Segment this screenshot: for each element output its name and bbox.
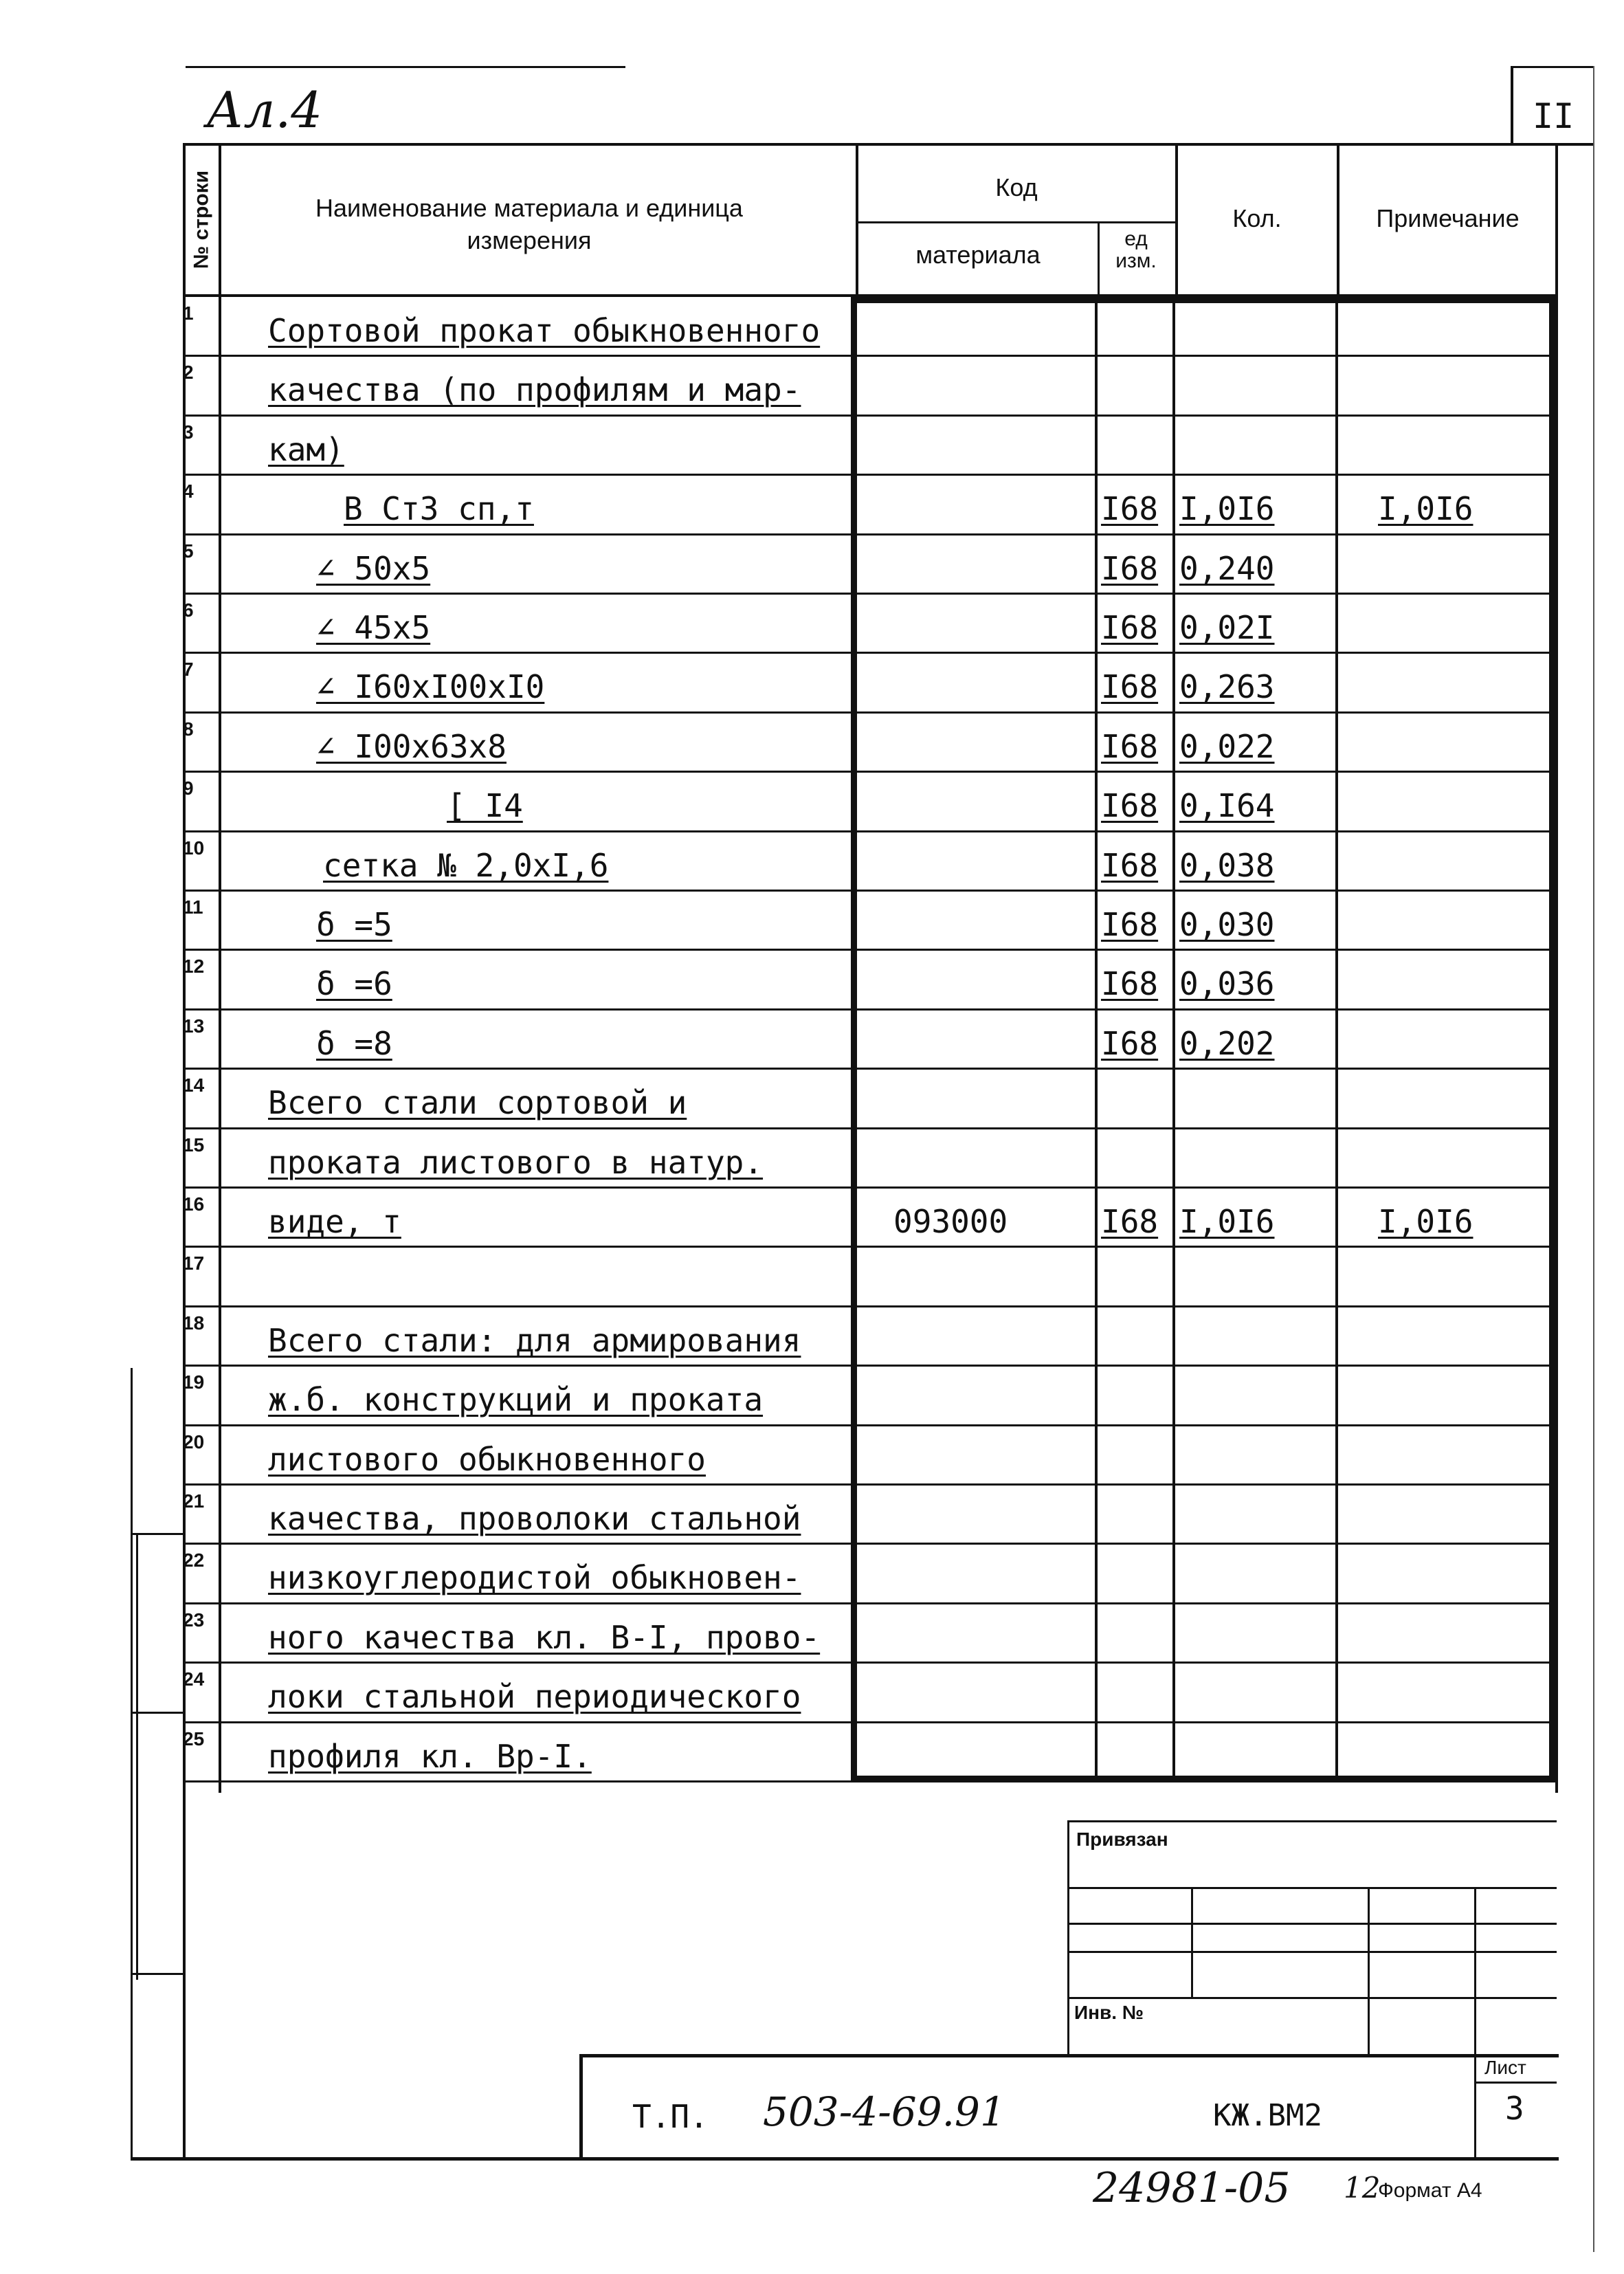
top-right-rule (1511, 66, 1593, 68)
row-name: качества (по профилям и мар- (268, 371, 801, 408)
row-separator (183, 1602, 1557, 1604)
binding-box-mid (131, 1712, 183, 1714)
stamp-grid-h4 (1067, 1997, 1557, 1999)
stamp-grid-h1 (1067, 1887, 1557, 1889)
stamp-attached-left (1067, 1820, 1069, 2054)
row-name: сетка № 2,0xI,6 (323, 847, 609, 884)
row-note: I,0I6 (1378, 1203, 1473, 1240)
row-separator (183, 1543, 1557, 1545)
stamp-sheet-label: Лист (1484, 2057, 1526, 2078)
stamp-grid-h2 (1067, 1923, 1557, 1925)
stamp-sheet-left (1474, 2054, 1476, 2159)
row-qty: 0,022 (1179, 728, 1275, 765)
row-qty: 0,240 (1179, 550, 1275, 587)
stamp-grid-v1 (1191, 1887, 1193, 1997)
row-unit: I68 (1101, 787, 1159, 824)
row-name: Всего стали сортовой и (268, 1084, 687, 1121)
frame-top (183, 143, 1593, 146)
row-number: 5 (183, 540, 194, 562)
qty-note-body-divider (1335, 297, 1338, 1782)
row-name: ж.б. конструкций и проката (268, 1381, 764, 1418)
row-separator (183, 474, 1557, 476)
row-name: виде, т (268, 1203, 401, 1240)
row-number: 8 (183, 718, 194, 740)
header-note: Примечание (1376, 204, 1520, 232)
row-separator (183, 1662, 1557, 1664)
row-name: [ I4 (447, 787, 523, 824)
row-separator (183, 1186, 1557, 1189)
row-qty: 0,036 (1179, 965, 1275, 1002)
row-name: В Ст3 сп,т (344, 490, 534, 527)
row-name: проката листового в натур. (268, 1144, 764, 1181)
row-number: 21 (183, 1490, 205, 1512)
row-name: ∠ 50x5 (316, 550, 431, 587)
row-name: низкоуглеродистой обыкновен- (268, 1559, 801, 1596)
row-unit: I68 (1101, 668, 1159, 705)
row-name: ного качества кл. В-I, прово- (268, 1619, 821, 1656)
header-code: Код (995, 173, 1038, 201)
row-number: 22 (183, 1549, 205, 1571)
rownum-divider (219, 143, 221, 1793)
copy-mark: 12 (1344, 2171, 1381, 2205)
row-number: 25 (183, 1728, 205, 1749)
row-qty: 0,038 (1179, 847, 1275, 884)
row-qty: 0,030 (1179, 906, 1275, 943)
row-name: δ =5 (316, 906, 392, 943)
body-bottom-line (183, 1780, 1557, 1782)
row-separator (183, 415, 1557, 417)
row-separator (183, 533, 1557, 536)
row-number: 13 (183, 1015, 205, 1037)
row-name: ∠ I60xI00xI0 (316, 668, 545, 705)
row-name: ∠ I00x63x8 (316, 728, 507, 765)
row-number: 1 (183, 302, 194, 324)
row-unit: I68 (1101, 490, 1159, 527)
top-rule (186, 66, 625, 68)
header-name: Наименование материала и единица измерения (315, 194, 743, 254)
row-number: 23 (183, 1609, 205, 1631)
row-separator (183, 1365, 1557, 1367)
right-edge-line (1593, 66, 1594, 2252)
row-separator (183, 652, 1557, 654)
row-number: 20 (183, 1431, 205, 1453)
row-number: 14 (183, 1074, 205, 1096)
format-label: Формат А4 (1378, 2179, 1482, 2202)
stamp-doc-code: КЖ.ВМ2 (1213, 2098, 1322, 2133)
stamp-attached-top (1067, 1820, 1557, 1822)
stamp-project-code: 503-4-69.91 (763, 2088, 1005, 2135)
row-name: Сортовой прокат обыкновенного (268, 312, 821, 349)
row-separator (183, 1127, 1557, 1129)
row-number: 6 (183, 599, 194, 621)
row-unit: I68 (1101, 847, 1159, 884)
row-separator (183, 1721, 1557, 1723)
row-name: δ =6 (316, 965, 392, 1002)
row-qty: 0,202 (1179, 1025, 1275, 1062)
row-number: 15 (183, 1134, 205, 1156)
stamp-grid-v2 (1368, 1887, 1370, 2054)
row-unit: I68 (1101, 1203, 1159, 1240)
row-qty: 0,263 (1179, 668, 1275, 705)
row-qty: I,0I6 (1179, 490, 1275, 527)
row-unit: I68 (1101, 965, 1159, 1002)
row-separator (183, 1246, 1557, 1248)
row-number: 7 (183, 659, 194, 680)
stamp-grid-h3 (1067, 1951, 1557, 1953)
row-separator (183, 1424, 1557, 1426)
row-unit: I68 (1101, 550, 1159, 587)
sheet-number-divider (1511, 66, 1513, 143)
body-block-right (1549, 297, 1555, 1782)
header-qty: Кол. (1232, 204, 1282, 232)
stamp-title-top (579, 2054, 1559, 2057)
row-number: 9 (183, 777, 194, 799)
binding-inner (136, 1533, 138, 1980)
row-unit: I68 (1101, 728, 1159, 765)
row-separator (183, 949, 1557, 951)
stamp-grid-v3 (1474, 1887, 1476, 2054)
stamp-attached-label: Привязан (1076, 1829, 1168, 1850)
row-qty: 0,I64 (1179, 787, 1275, 824)
frame-bottom (131, 2157, 1559, 2161)
row-separator (183, 1483, 1557, 1486)
header-unit: ед изм. (1115, 228, 1157, 272)
row-name: Всего стали: для армирования (268, 1322, 801, 1359)
row-separator (183, 890, 1557, 892)
row-number: 24 (183, 1668, 205, 1690)
row-number: 17 (183, 1252, 205, 1274)
row-separator (183, 355, 1557, 357)
row-separator (183, 830, 1557, 832)
row-number: 11 (183, 896, 203, 918)
row-unit: I68 (1101, 1025, 1159, 1062)
row-qty: 0,02I (1179, 609, 1275, 646)
row-unit: I68 (1101, 609, 1159, 646)
header-material: материала (915, 241, 1041, 269)
row-name: локи стальной периодического (268, 1678, 801, 1715)
row-number: 4 (183, 481, 194, 502)
row-number: 18 (183, 1312, 205, 1334)
stamp-sheet-value: 3 (1505, 2090, 1524, 2127)
row-separator (183, 593, 1557, 595)
name-divider (856, 143, 858, 297)
unit-divider (1095, 297, 1098, 1782)
row-unit: I68 (1101, 906, 1159, 943)
row-number: 3 (183, 421, 194, 443)
row-name: листового обыкновенного (268, 1441, 706, 1478)
code-subheader-line (856, 221, 1175, 223)
row-note: I,0I6 (1378, 490, 1473, 527)
row-name: кам) (268, 431, 344, 468)
row-number: 2 (183, 362, 194, 383)
sheet-number: II (1533, 96, 1575, 136)
unit-qty-divider (1172, 297, 1175, 1782)
row-material-code: 093000 (893, 1203, 1008, 1240)
row-name: качества, проволоки стальной (268, 1500, 801, 1537)
header-row-number: № строки (190, 170, 213, 269)
binding-box-top (131, 1533, 183, 1535)
stamp-tp-label: Т.П. (632, 2098, 709, 2135)
stamp-title-left (579, 2054, 583, 2159)
row-number: 19 (183, 1371, 205, 1393)
row-qty: I,0I6 (1179, 1203, 1275, 1240)
binding-box-lower (131, 1973, 183, 1975)
archive-number: 24981-05 (1093, 2164, 1291, 2212)
row-name: профиля кл. Вр-I. (268, 1738, 592, 1775)
unit-header-divider (1098, 221, 1100, 297)
row-separator (183, 771, 1557, 773)
sheet-tag: Ал.4 (206, 81, 323, 139)
row-separator (183, 711, 1557, 714)
row-number: 12 (183, 956, 205, 977)
frame-right (1555, 143, 1558, 1793)
row-name: ∠ 45x5 (316, 609, 431, 646)
binding-outer (131, 1368, 133, 2159)
row-separator (183, 1305, 1557, 1307)
row-separator (183, 1008, 1557, 1011)
stamp-sheet-divider (1474, 2082, 1557, 2084)
row-number: 16 (183, 1193, 205, 1215)
row-name: δ =8 (316, 1025, 392, 1062)
row-separator (183, 1068, 1557, 1070)
row-number: 10 (183, 837, 205, 859)
body-block-top (851, 297, 1555, 303)
stamp-inv-label: Инв. № (1074, 2002, 1144, 2023)
